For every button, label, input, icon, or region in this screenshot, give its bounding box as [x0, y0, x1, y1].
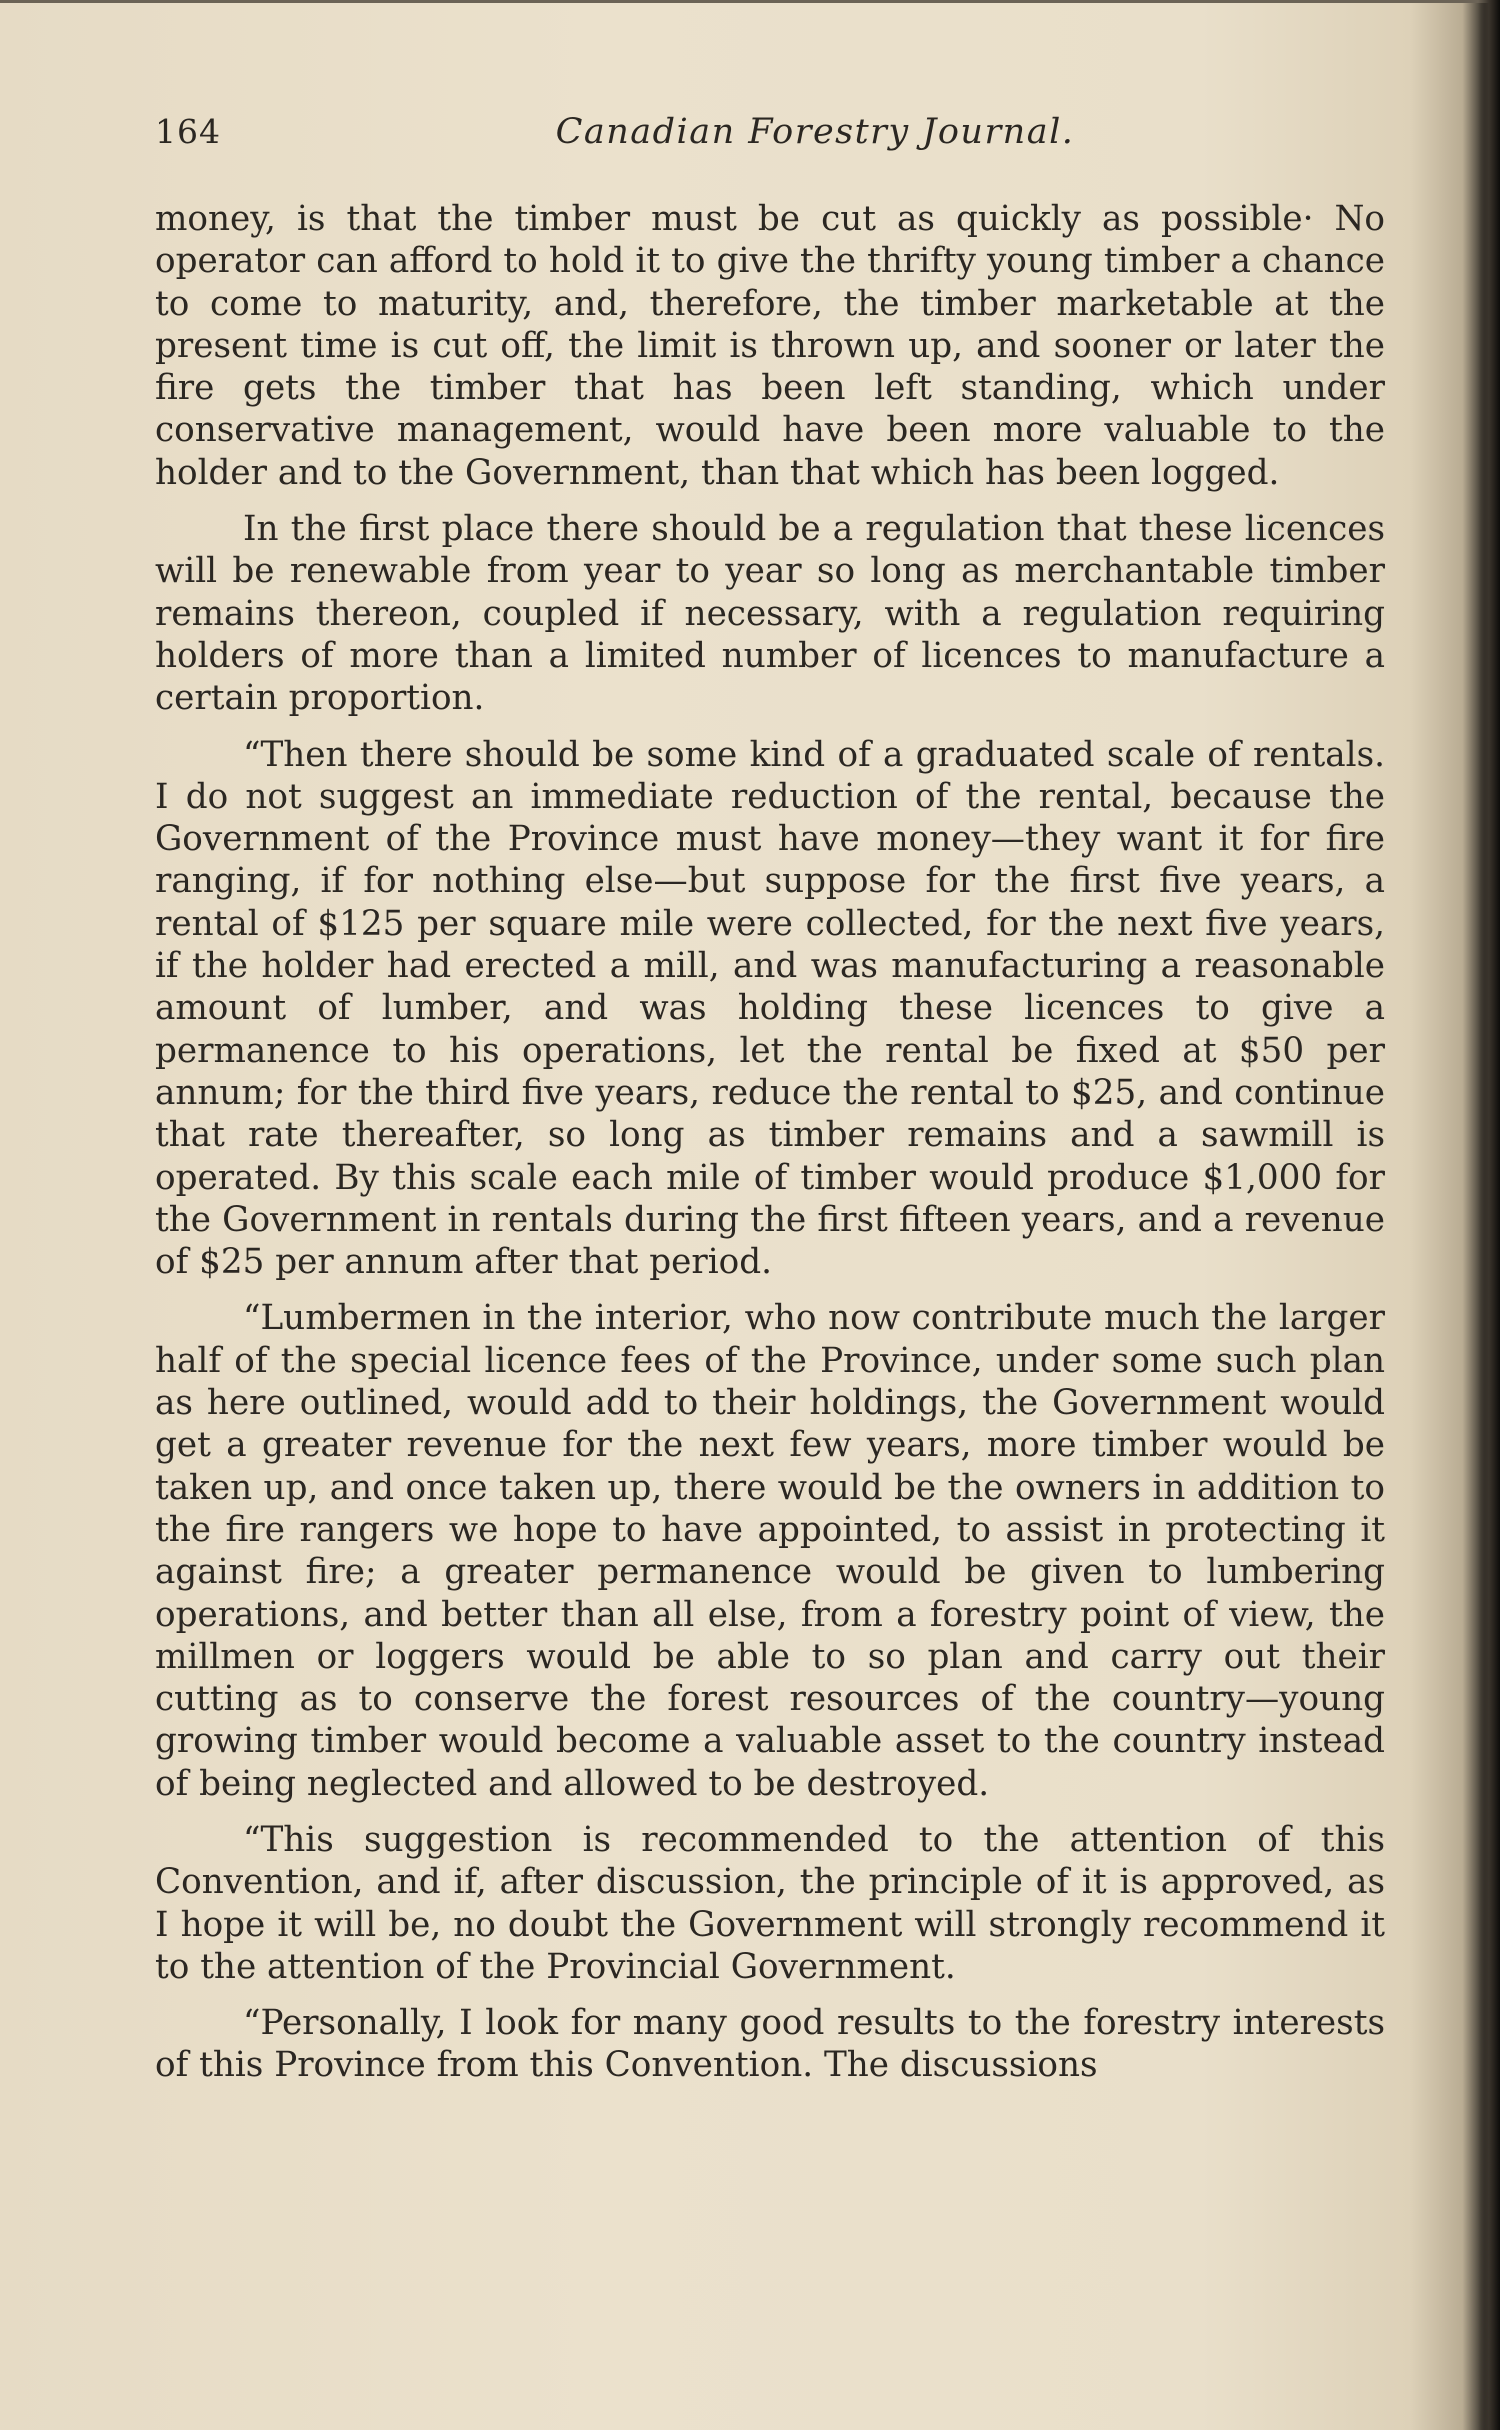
paragraph: “This suggestion is recommended to the attention of this Convention, and if, after discussion, the principle of it is approved, as I hope it will be, no doubt the Government will strongly recommend it to the attention of the Provincial Government. — [155, 1819, 1385, 1987]
paragraph: In the first place there should be a regulation that these licences will be renewable from year to year so long as merchantable timber remains thereon, coupled if necessary, with a regulation requiring holders of more than a limited number of licences to manufacture a certain proportion. — [155, 509, 1385, 719]
running-title: Canadian Forestry Journal. — [555, 112, 1075, 152]
body-text — [155, 198, 1385, 2101]
paragraph: “Lumbermen in the interior, who now contribute much the larger half of the special licence fees of the Province, under some such plan as here outlined, would add to their holdings, the Government would get a greater revenue for the next few years, more timber would be taken up, and once taken up, there would be the owners in addition to the fire rangers we hope to have appointed, to assist in protecting it against fire; a greater permanence would be given to lumbering operations, and better than all else, from a forestry point of view, the millmen or loggers would be able to so plan and carry out their cutting as to conserve the forest resources of the country—young growing timber would become a valuable asset to the country instead of being neglected and allowed to be destroyed. — [155, 1298, 1385, 1804]
running-header — [155, 112, 1385, 160]
page-top-edge — [0, 0, 1500, 3]
paragraph: “Then there should be some kind of a graduated scale of rentals. I do not suggest an immediate reduction of the rental, because the Government of the Province must have money—they want it for fire ranging, if for nothing else—but suppose for the first five years, a rental of $125 per square mile were collected, for the next five years, if the holder had erected a mill, and was manufacturing a reasonable amount of lumber, and was holding these licences to give a permanence to his operations, let the rental be fixed at $50 per annum; for the third five years, reduce the rental to $25, and continue that rate thereafter, so long as timber remains and a sawmill is operated. By this scale each mile of timber would produce $1,000 for the Government in rentals during the first fifteen years, and a revenue of $25 per annum after that period. — [155, 734, 1385, 1283]
book-spine-shadow — [1478, 0, 1500, 2430]
paragraph: “Personally, I look for many good results to the forestry interests of this Province from this Convention. The discussions — [155, 2003, 1385, 2086]
paragraph: money, is that the timber must be cut as quickly as possible· No operator can afford to hold it to give the thrifty young timber a chance to come to maturity, and, therefore, the timber marketable at the present time is cut off, the limit is thrown up, and sooner or later the fire gets the timber that has been left standing, which under conservative management, would have been more valuable to the holder and to the Government, than that which has been logged. — [155, 199, 1385, 493]
page-number: 164 — [155, 112, 221, 151]
